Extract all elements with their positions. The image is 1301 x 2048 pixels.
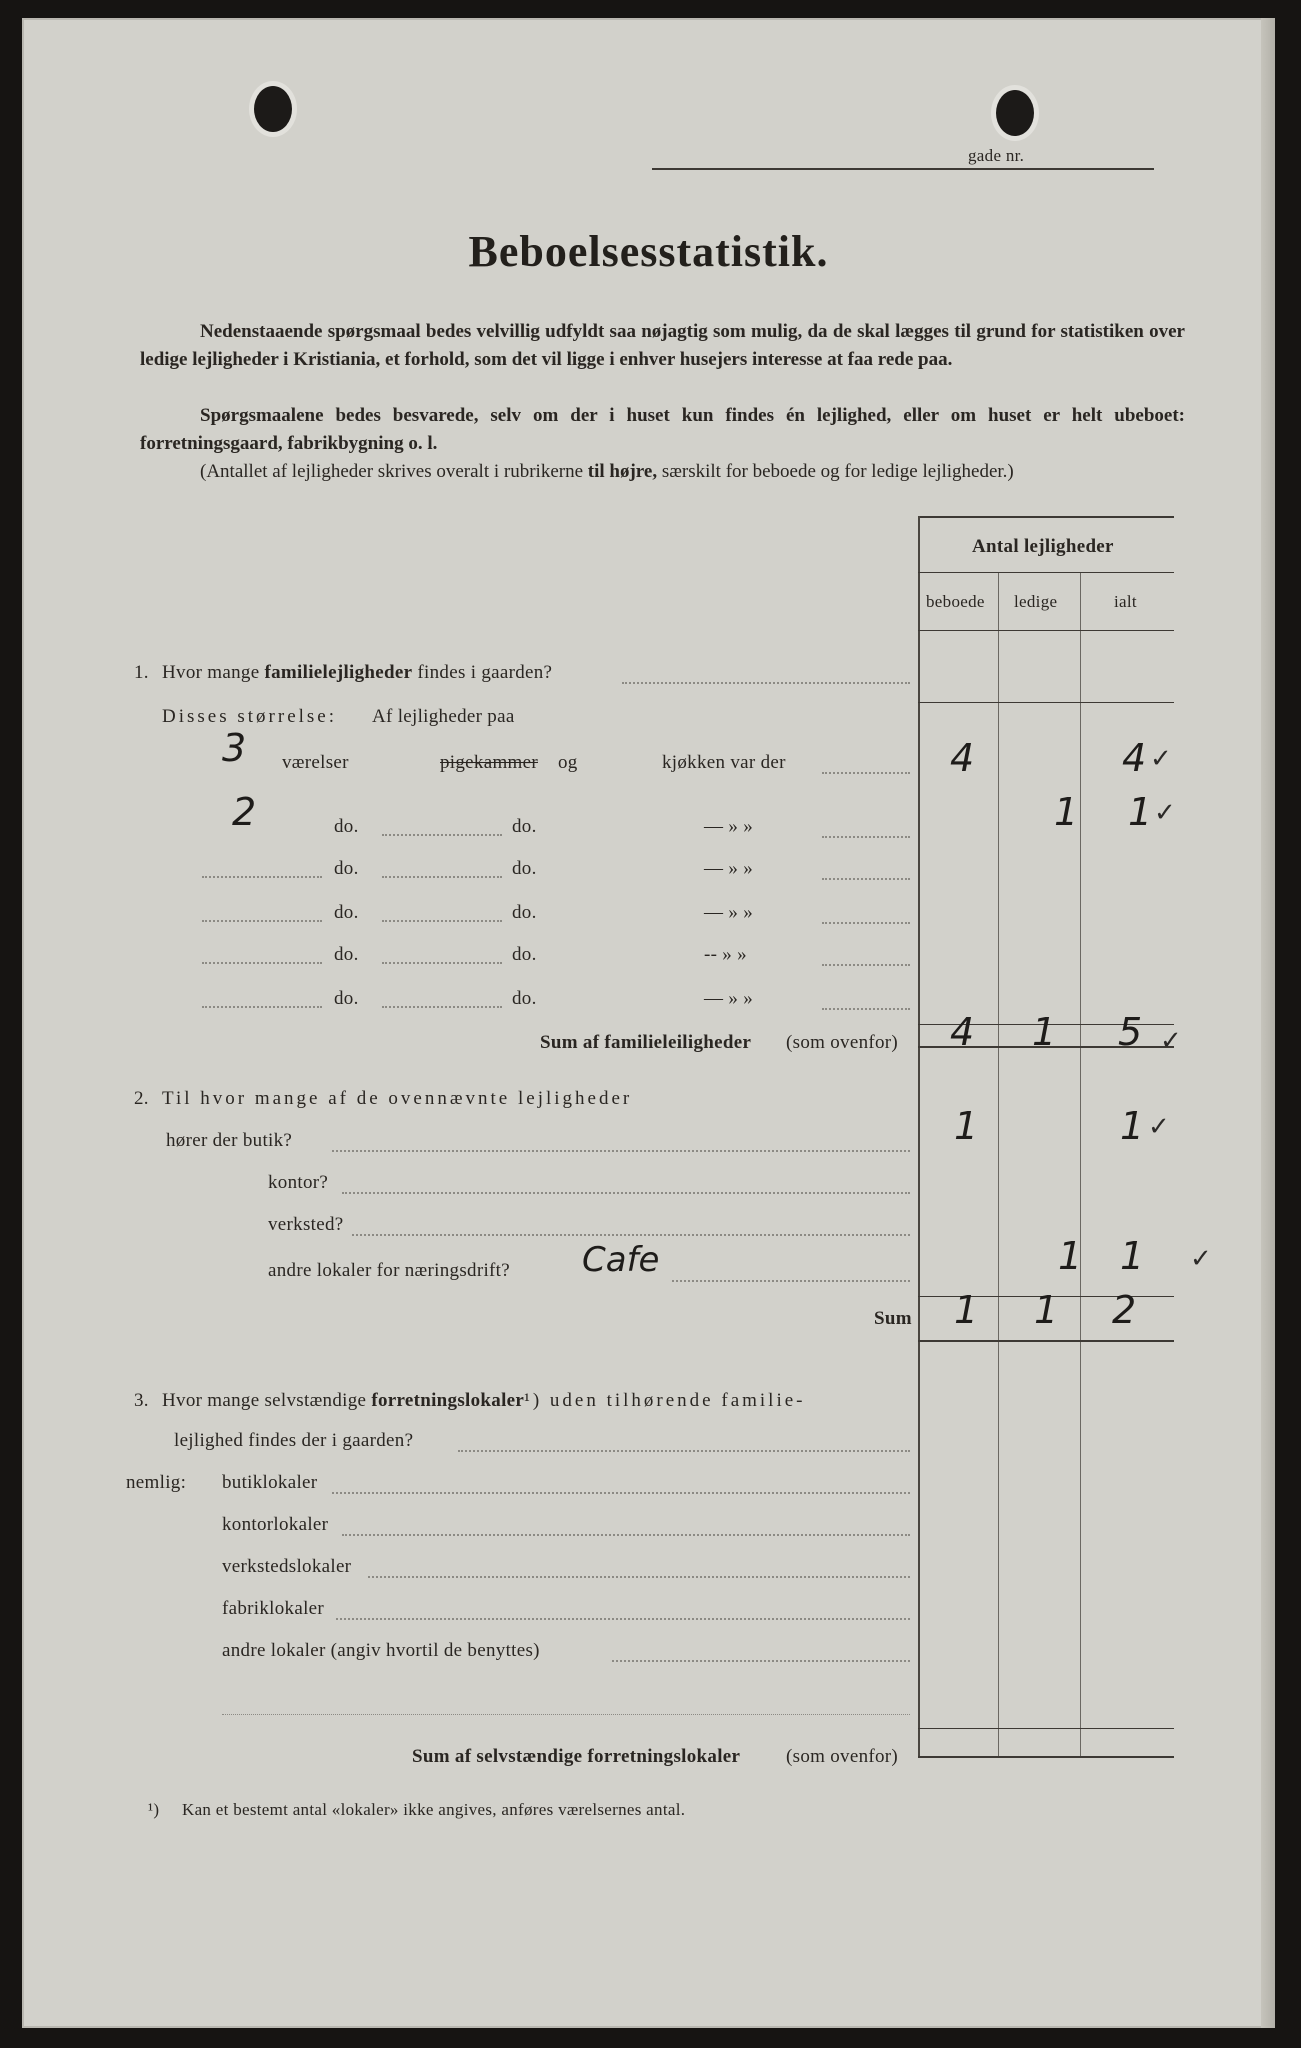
q2-row4-label: andre lokaler for næringsdrift? [268,1260,510,1281]
q1-row2-rooms: do. [334,816,359,837]
q1-row5-dots-a [382,962,502,964]
q1-row1-and: og [558,752,578,773]
punch-hole-left [254,86,292,132]
q2-sum-ialt: 2 [1112,1288,1137,1332]
q1-row6-dots-a [382,1006,502,1008]
q1-row4-blank [202,920,322,922]
q2-sum-beboede: 1 [954,1288,979,1332]
intro-paragraph-2: Spørgsmaalene bedes besvarede, selv om der i huset kun findes én lejlighed, eller om huset er helt ubeboet: forretningsgaard, fabrikbygning o. l. [140,405,1185,454]
q3-row5-dots [612,1660,910,1662]
q1-size-label2: Af lejligheder paa [372,706,515,727]
q1-row2-ialt: 1 [1128,790,1153,834]
q1-row3-dots [822,878,910,880]
q1-row1-handwritten-rooms: 3 [222,726,247,770]
q1-sum-ialt: 5 [1118,1010,1143,1054]
q1-row3-dots-a [382,876,502,878]
check-mark-icon: ✓ [1148,1112,1170,1142]
q2-number: 2. [134,1088,149,1109]
q3-line2-dots [458,1450,910,1452]
q1-sum-label: Sum af familieleiligheder [540,1032,752,1053]
q2-row4-dots [672,1280,910,1282]
col-header-ialt: ialt [1114,592,1137,611]
q1-row2-dots-a [382,834,502,836]
q1-row1-maid-room: pigekammer [440,752,538,773]
q2-row1-dots [332,1150,910,1152]
q1-row6-kitchen: — » » [704,988,753,1009]
q3-number: 3. [134,1390,149,1411]
street-number-line [652,168,1154,170]
q1-row2-kitchen: — » » [704,816,753,837]
q3-sum-note: (som ovenfor) [786,1746,899,1767]
q1-row3-maid: do. [512,858,537,879]
q1-question: Hvor mange familielejligheder findes i gaarden? [162,662,553,683]
q1-size-label: Disses størrelse: [162,706,338,727]
q3-row1-label: butiklokaler [222,1472,318,1493]
footnote-text: Kan et bestemt antal «lokaler» ikke angives, anføres værelsernes antal. [182,1800,686,1819]
q1-row2-ledige: 1 [1054,790,1079,834]
q2-row4-ialt: 1 [1120,1234,1145,1278]
q1-row3-kitchen: — » » [704,858,753,879]
q1-row5-rooms: do. [334,944,359,965]
q2-sum-label: Sum [874,1308,912,1329]
q2-row1-ialt: 1 [1120,1104,1145,1148]
q1-row4-dots-a [382,920,502,922]
q1-row6-dots [822,1008,910,1010]
table-header-divider [918,572,1174,573]
q1-row5-dots [822,964,910,966]
q1-row4-maid: do. [512,902,537,923]
document-page [22,18,1275,2028]
q2-row1-beboede: 1 [954,1104,979,1148]
punch-hole-right [996,90,1034,136]
q3-row5-label: andre lokaler (angiv hvortil de benyttes) [222,1640,540,1661]
q1-row1-dots [822,772,910,774]
check-mark-icon: ✓ [1190,1244,1212,1274]
q1-row1-kitchen: kjøkken var der [662,752,786,773]
intro-paragraph-1: Nedenstaaende spørgsmaal bedes velvillig udfyldt saa nøjagtig som mulig, da de skal lægges til grund for statistiken over ledige lejligheder i Kristiania, et forhold, som det vil ligge i enhver husejers interesse at faa rede paa. [140,321,1185,370]
q1-dot-leader [622,682,910,684]
q1-row5-maid: do. [512,944,537,965]
q3-question: Hvor mange selvstændige forretningslokaler¹) uden tilhørende familie- [162,1390,806,1411]
q1-row5-kitchen: -- » » [704,944,747,965]
q1-row3-rooms: do. [334,858,359,879]
q3-row1-dots [332,1492,910,1494]
q3-sum-underline [918,1756,1174,1758]
check-mark-icon: ✓ [1160,1026,1182,1056]
q3-row4-label: fabriklokaler [222,1598,325,1619]
q1-sum-note: (som ovenfor) [786,1032,899,1053]
q2-row3-label: verksted? [268,1214,344,1235]
check-mark-icon: ✓ [1150,744,1172,774]
table-row1-bottom [918,702,1174,703]
page-edge [1261,18,1275,2028]
q1-row3-blank [202,876,322,878]
q2-row1-label: hører der butik? [166,1130,293,1151]
q2-row2-label: kontor? [268,1172,329,1193]
table-header-bottom [918,630,1174,631]
q1-row1-ialt: 4 [1122,736,1147,780]
table-divider-1 [998,572,999,1756]
q3-sum-label: Sum af selvstændige forretningslokaler [412,1746,741,1767]
q2-row4-ledige: 1 [1058,1234,1083,1278]
q1-row4-rooms: do. [334,902,359,923]
col-header-ledige: ledige [1014,592,1058,611]
q1-row2-handwritten-rooms: 2 [232,790,257,834]
q1-row5-blank [202,962,322,964]
check-mark-icon: ✓ [1154,798,1176,828]
q3-nemlig: nemlig: [126,1472,187,1493]
q3-sum-top-rule [918,1728,1174,1729]
q3-row2-label: kontorlokaler [222,1514,329,1535]
q1-row1-beboede: 4 [950,736,975,780]
q1-row4-dots [822,922,910,924]
q1-row4-kitchen: — » » [704,902,753,923]
street-label: gade nr. [968,146,1025,165]
q1-row2-maid: do. [512,816,537,837]
q3-row4-dots [336,1618,910,1620]
q2-row4-handwritten-note: Cafe [582,1240,660,1280]
col-header-beboede: beboede [926,592,985,611]
q1-row2-dots [822,836,910,838]
footnote-mark: ¹) [148,1800,160,1819]
q2-question: Til hvor mange af de ovennævnte lejligheder [162,1088,633,1109]
q1-row6-maid: do. [512,988,537,1009]
table-top-rule [918,516,1174,518]
q3-question-line2: lejlighed findes der i gaarden? [174,1430,414,1451]
q1-sum-ledige: 1 [1032,1010,1057,1054]
q2-sum-underline [918,1340,1174,1342]
table-divider-2 [1080,572,1081,1756]
q3-row3-label: verkstedslokaler [222,1556,352,1577]
q3-extra-line [222,1714,910,1715]
table-group-header: Antal lejligheder [972,536,1114,557]
q2-row3-dots [352,1234,910,1236]
q1-number: 1. [134,662,149,683]
q1-row6-blank [202,1006,322,1008]
q3-row2-dots [342,1534,910,1536]
q3-row3-dots [368,1576,910,1578]
q1-row1-rooms: værelser [282,752,349,773]
q1-sum-beboede: 4 [950,1010,975,1054]
q2-row2-dots [342,1192,910,1194]
q2-sum-ledige: 1 [1034,1288,1059,1332]
page-title: Beboelsesstatistik. [468,227,829,276]
q1-row6-rooms: do. [334,988,359,1009]
intro-paragraph-3: (Antallet af lejligheder skrives overalt i rubrikerne til højre, særskilt for beboede og for ledige lejligheder.) [200,461,1014,482]
